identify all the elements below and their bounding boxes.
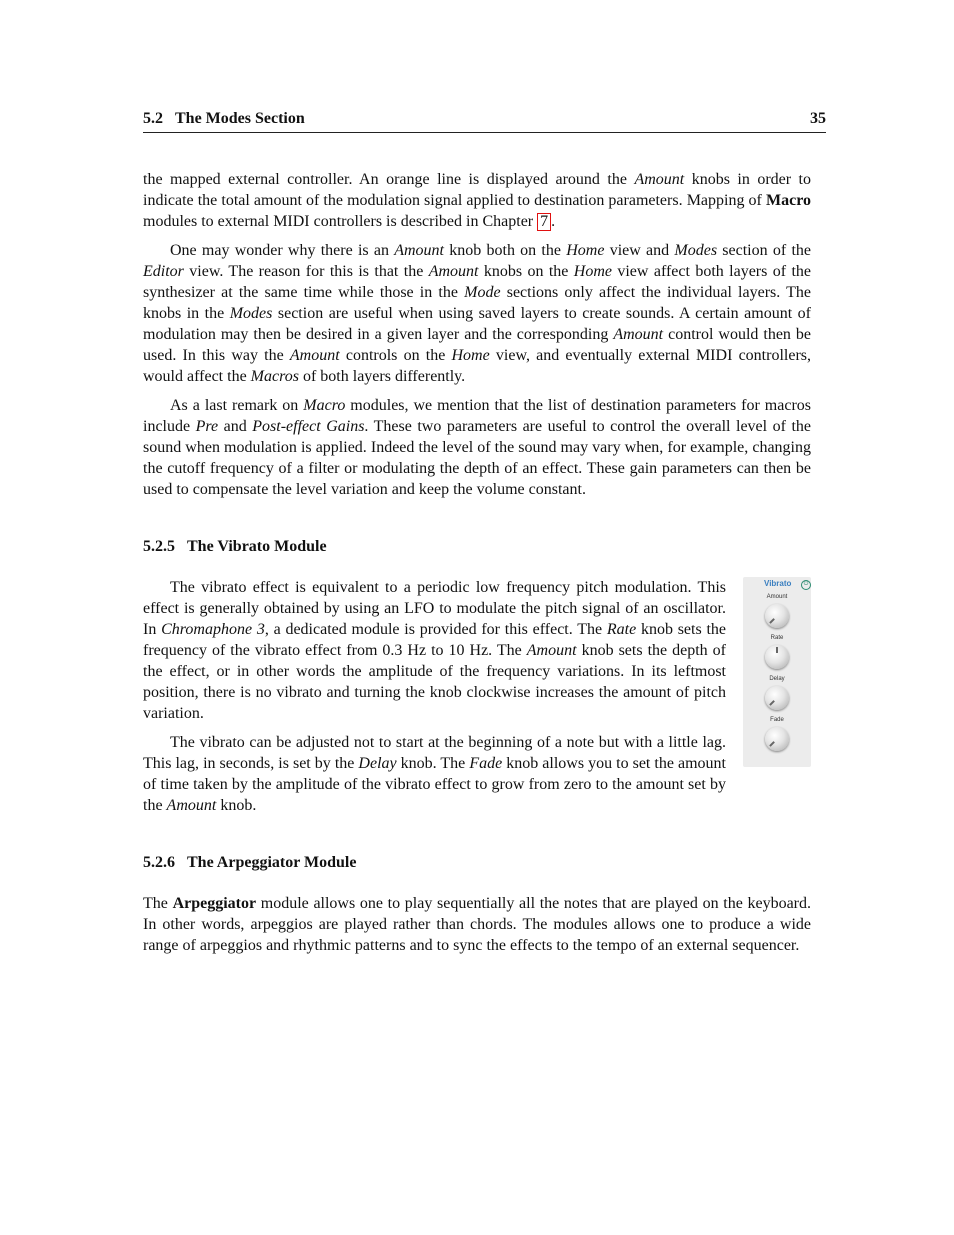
power-icon[interactable]: ⏻: [801, 580, 811, 590]
delay-knob-label: Delay: [769, 676, 785, 682]
section-heading-arpeggiator: 5.2.6 The Arpeggiator Module: [143, 854, 357, 871]
paragraph-vibrato-effect: The vibrato effect is equivalent to a periodic low frequency pitch modulation. This effect is generally obtained by using an LFO to modulate the pitch signal of an oscillator. In Chromaphone 3, a dedicated module is provided for this effect. The Rate knob sets the frequency of the vibrato effect from 0.3 Hz to 10 Hz. The Amount knob sets the depth of the effect, or in other words the amplitude of the frequency variations. In its leftmost position, there is no vibrato and turning the knob clockwise increases the amount of pitch variation.: [143, 579, 727, 722]
page-body: [143, 169, 811, 964]
vibrato-module-panel: [743, 577, 811, 767]
paragraph-amount-knobs: One may wonder why there is an Amount knob both on the Home view and Modes section of the Editor view. The reason for this is that the Amount knobs on the Home view affect both layers of the synthesizer at the same time while those in the Mode sections only affect the individual layers. The knobs in the Modes section are useful when using saved layers to create sounds. A certain amount of modulation may then be desired in a given layer and the corresponding Amount control would then be used. In this way the Amount controls on the Home view, and eventually external MIDI controllers, would affect the Macros of both layers differently.: [143, 242, 812, 385]
page-number: 35: [810, 110, 826, 127]
paragraph-arpeggiator: The Arpeggiator module allows one to play sequentially all the notes that are played on the keyboard. In other words, arpeggios are played rather than chords. The modules allows one to produce a wide range of arpeggios and rhythmic patterns and to sync the effects to the tempo of an external sequencer.: [143, 895, 812, 954]
delay-knob[interactable]: [765, 686, 789, 710]
header-section: [143, 110, 305, 128]
running-header: [143, 108, 826, 133]
header-section-number: 5.2: [143, 110, 163, 127]
vibrato-panel-title: Vibrato: [764, 579, 792, 588]
fade-knob-label: Fade: [770, 717, 784, 723]
paragraph-vibrato-delay: The vibrato can be adjusted not to start at the beginning of a note but with a little lag. This lag, in seconds, is set by the Delay knob. The Fade knob allows you to set the amount of time taken by the amplitude of the vibrato effect to grow from zero to the amount set by the Amount knob.: [143, 734, 726, 814]
fade-knob[interactable]: [765, 727, 789, 751]
rate-knob[interactable]: [765, 645, 789, 669]
rate-knob-label: Rate: [770, 635, 784, 641]
amount-knob-label: Amount: [766, 594, 788, 600]
amount-knob[interactable]: [765, 604, 789, 628]
paragraph-macro-mapping: the mapped external controller. An orange line is displayed around the Amount knobs in order to indicate the total amount of the modulation signal applied to destination parameters. Mapping of Macro modules to external MIDI controllers is described in Chapter 7 .: [143, 171, 811, 230]
header-section-title: The Modes Section: [175, 110, 305, 127]
section-heading-vibrato: 5.2.5 The Vibrato Module: [143, 538, 327, 555]
paragraph-gains: As a last remark on Macro modules, we mention that the list of destination parameters for macros include Pre and Post-effect Gains. These two parameters are useful to control the overall level of the sound when modulation is applied. Indeed the level of the sound may vary when, for example, changing the cutoff frequency of a filter or modulating the depth of an effect. These gain parameters can then be used to compensate the level variation and keep the volume constant.: [143, 397, 812, 498]
chapter-reference-link[interactable]: 7: [537, 213, 551, 231]
